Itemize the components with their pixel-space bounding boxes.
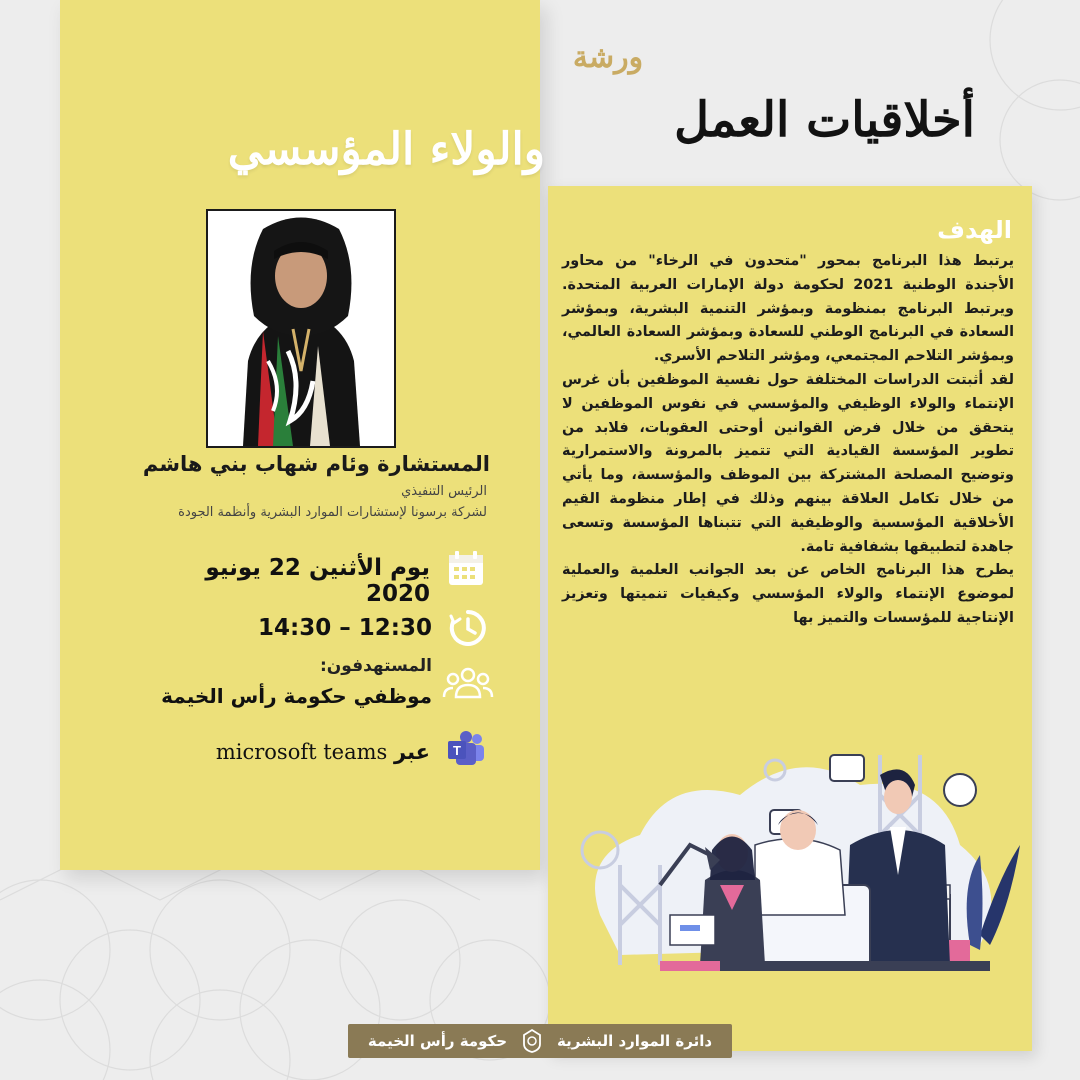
footer-bar [348, 1024, 732, 1058]
platform-name: microsoft teams [215, 740, 388, 764]
delivery-platform [180, 740, 430, 764]
government-emblem-icon [521, 1028, 543, 1054]
goal-paragraph: لقد أثبتت الدراسات المختلفة حول نفسية الموظفين بأن غرس الإنتماء والولاء الوظيفي والمؤسسي في نفوس الموظفين لا يتحقق من خلال فرض القوانين أوحتى العقوبات، فلابد من تطوير المؤسسة القيادية التي تتميز بالمرونة والاستمرارية وتوضيح المصلحة المشتركة بين الموظف والمؤسسة، وما يأتي من خلال تكامل العلاقة بينهم وذلك في إطار منظومة القيم الأخلاقية المؤسسية والوظيفية التي تتبناها المؤسسة وتسعى جاهدة لتطبيقها بشفافية تامة. [562, 371, 1014, 555]
footer-government: حكومة رأس الخيمة [367, 1032, 508, 1050]
via-word: عبر [394, 740, 430, 764]
goal-paragraph: يطرح هذا البرنامج الخاص عن بعد الجوانب العلمية والعملية لموضوع الإنتماء والولاء المؤسسي وكيفيات تنميتها وتعزيز الإنتاجية للمؤسسات والتميز بها [562, 562, 1014, 626]
speaker-role: الرئيس التنفيذي [401, 484, 487, 499]
speaker-photo [206, 209, 396, 448]
target-audience-value: موظفي حكومة رأس الخيمة [161, 684, 432, 708]
microsoft-teams-icon [446, 730, 486, 774]
target-audience-label: المستهدفون: [320, 656, 432, 676]
clock-icon [448, 608, 488, 652]
event-date: يوم الأثنين 22 يونيو 2020 [205, 555, 430, 607]
speaker-company: لشركة برسونا لإستشارات الموارد البشرية وأنظمة الجودة [178, 505, 487, 520]
goal-body [562, 250, 1014, 631]
footer-department: دائرة الموارد البشرية [557, 1032, 713, 1050]
calendar-icon [446, 549, 486, 593]
page-title-line1: أخلاقيات العمل [674, 92, 975, 148]
workshop-label: ورشة [572, 40, 644, 75]
office-team-illustration [560, 735, 1030, 1035]
speaker-portrait-image [208, 211, 394, 446]
event-time: 12:30 – 14:30 [258, 615, 432, 641]
page-title-line2: والولاء المؤسسي [227, 124, 545, 175]
speaker-name: المستشارة وئام شهاب بني هاشم [142, 452, 490, 476]
goal-heading: الهدف [937, 216, 1012, 244]
people-group-icon [442, 663, 494, 707]
goal-paragraph: يرتبط هذا البرنامج بمحور "متحدون في الرخاء" من محاور الأجندة الوطنية 2021 لحكومة دولة الإمارات العربية المتحدة. ويرتبط البرنامج بمنظومة وبمؤشر التنمية البشرية، وبمؤشر السعادة في البرنامج الوطني للسعادة وبمؤشر السعادة العالمي، وبمؤشر التلاحم المجتمعي، ومؤشر التلاحم الأسري. [562, 253, 1014, 365]
svg-text:T: T [453, 743, 461, 758]
